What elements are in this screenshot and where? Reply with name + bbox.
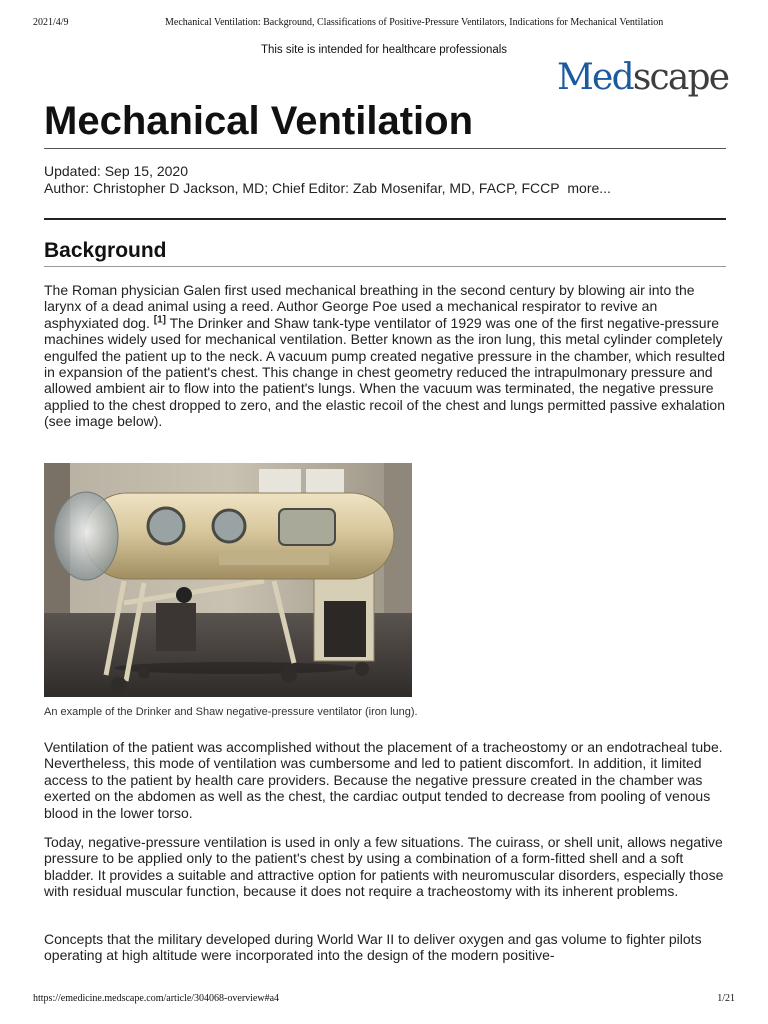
page-number: 1/21 bbox=[717, 993, 735, 1004]
section-divider bbox=[44, 266, 726, 267]
iron-lung-image[interactable] bbox=[44, 463, 412, 697]
medscape-logo[interactable] bbox=[557, 56, 728, 100]
updated-date: Updated: Sep 15, 2020 bbox=[44, 163, 189, 179]
logo-part-med: Med bbox=[557, 57, 633, 98]
reference-link[interactable]: [1] bbox=[153, 314, 166, 326]
paragraph-text: The Roman physician Galen first used mechanical breathing in the second century by blowing air into the larynx of a dead animal using a reed. Author George Poe used a mechanical respirator to revive an asphyxiated dog. bbox=[44, 282, 695, 331]
article-title: Mechanical Ventilation bbox=[44, 99, 474, 143]
section-heading-background: Background bbox=[44, 239, 167, 262]
background-paragraph-3: Today, negative-pressure ventilation is used in only a few situations. The cuirass, or shell unit, allows negative pressure to be applied only to the patient's chest by using a combination of a form-fitted shell and a soft bladder. It provides a suitable and attractive option for patients with neuromuscular disorders, especially those with residual muscular function, because it does not require a tracheostomy with its inherent problems. bbox=[44, 834, 724, 900]
paragraph-text: The Drinker and Shaw tank-type ventilator of 1929 was one of the first negative-pressure machines widely used for mechanical ventilation. Better known as the iron lung, this metal cylinder completely engulfed the patient up to the neck. A vacuum pump created negative pressure in the chamber, which resulted in expansion of the patient's chest. This change in chest geometry reduced the intrapulmonary pressure and allowed ambient air to flow into the patient's lungs. When the vacuum was terminated, the negative pressure applied to the chest dropped to zero, and the elastic recoil of the chest and lungs permitted passive exhalation (see image below). bbox=[44, 314, 725, 430]
print-url: https://emedicine.medscape.com/article/304068-overview#a4 bbox=[33, 993, 280, 1004]
more-authors-link[interactable]: more... bbox=[567, 180, 611, 196]
print-header bbox=[33, 17, 735, 31]
author-line-row bbox=[44, 180, 726, 197]
background-paragraph-1 bbox=[44, 282, 726, 430]
site-notice: This site is intended for healthcare professionals bbox=[260, 44, 508, 56]
print-page-title: Mechanical Ventilation: Background, Classifications of Positive-Pressure Ventilators, Indications for Mechanical Ventilation bbox=[165, 17, 664, 28]
background-paragraph-2: Ventilation of the patient was accomplished without the placement of a tracheostomy or an endotracheal tube. Nevertheless, this mode of ventilation was cumbersome and led to patient discomfort. In addition, it limited access to the patient by health care providers. Because the negative pressure created in the chamber was exerted on the abdomen as well as the chest, the cardiac output tended to decrease from pooling of venous blood in the lower torso. bbox=[44, 739, 723, 821]
background-paragraph-4: Concepts that the military developed during World War II to deliver oxygen and gas volume to fighter pilots operating at high altitude were incorporated into the design of the modern positive- bbox=[44, 931, 702, 964]
logo-part-scape: scape bbox=[632, 57, 729, 98]
figure-caption: An example of the Drinker and Shaw negative-pressure ventilator (iron lung). bbox=[44, 706, 418, 718]
meta-divider bbox=[44, 218, 726, 220]
author-line: Author: Christopher D Jackson, MD; Chief Editor: Zab Mosenifar, MD, FACP, FCCP bbox=[44, 180, 560, 196]
print-date: 2021/4/9 bbox=[33, 17, 69, 28]
article-meta bbox=[44, 163, 726, 197]
title-divider bbox=[44, 148, 726, 149]
